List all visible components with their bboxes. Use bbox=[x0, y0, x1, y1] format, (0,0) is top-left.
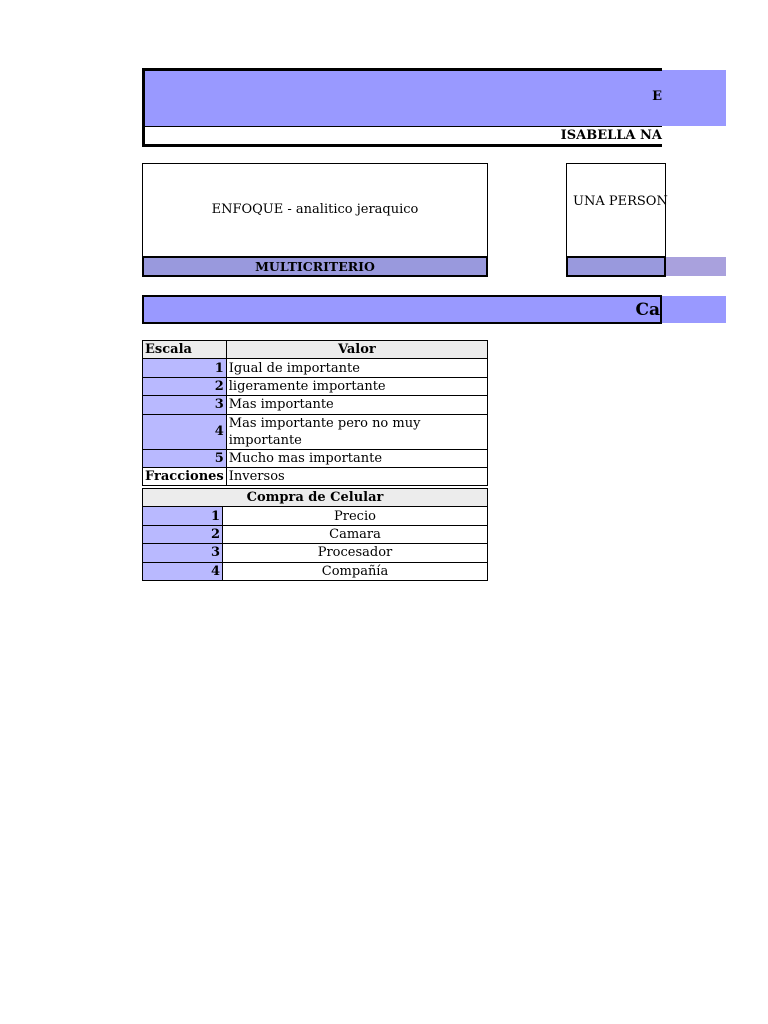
criteria-name: Compañía bbox=[223, 562, 488, 580]
value-cell: Inversos bbox=[226, 467, 487, 485]
criteria-header: Compra de Celular bbox=[143, 489, 488, 507]
criteria-table bbox=[142, 488, 488, 581]
criteria-name: Procesador bbox=[223, 544, 488, 562]
approach-text: ENFOQUE - analitico jeraquico bbox=[211, 202, 419, 217]
section-title: Ca bbox=[635, 300, 660, 320]
description-text: UNA PERSON bbox=[573, 194, 668, 209]
criteria-number: 2 bbox=[143, 525, 223, 543]
table-row bbox=[143, 507, 488, 525]
approach-box bbox=[142, 163, 488, 258]
criteria-number: 4 bbox=[143, 562, 223, 580]
table-row bbox=[143, 525, 488, 543]
table-row bbox=[143, 414, 488, 449]
title-banner bbox=[142, 68, 662, 126]
value-cell: Mucho mas importante bbox=[226, 449, 487, 467]
value-cell: Mas importante bbox=[226, 396, 487, 414]
table-row bbox=[143, 377, 488, 395]
scale-cell: 1 bbox=[143, 359, 227, 377]
section-banner bbox=[142, 295, 662, 324]
title-text: E bbox=[652, 89, 662, 104]
author-row bbox=[142, 126, 662, 147]
value-cell: Igual de importante bbox=[226, 359, 487, 377]
table-header-row bbox=[143, 341, 488, 359]
scale-cell: 5 bbox=[143, 449, 227, 467]
criteria-name: Precio bbox=[223, 507, 488, 525]
author-name: ISABELLA NA bbox=[560, 128, 662, 143]
column-header-scale: Escala bbox=[143, 341, 227, 359]
table-row bbox=[143, 467, 488, 485]
description-box bbox=[566, 163, 666, 258]
scale-cell: Fracciones bbox=[143, 467, 227, 485]
scale-cell: 3 bbox=[143, 396, 227, 414]
table-header-row bbox=[143, 489, 488, 507]
scale-cell: 2 bbox=[143, 377, 227, 395]
value-cell: Mas importante pero no muy importante bbox=[226, 414, 487, 449]
value-cell: ligeramente importante bbox=[226, 377, 487, 395]
column-header-value: Valor bbox=[226, 341, 487, 359]
description-footer bbox=[566, 256, 666, 277]
approach-footer: MULTICRITERIO bbox=[142, 256, 488, 277]
table-row bbox=[143, 359, 488, 377]
table-row bbox=[143, 544, 488, 562]
scale-table bbox=[142, 340, 488, 486]
criteria-number: 1 bbox=[143, 507, 223, 525]
scale-cell: 4 bbox=[143, 414, 227, 449]
table-row bbox=[143, 562, 488, 580]
table-row bbox=[143, 396, 488, 414]
criteria-name: Camara bbox=[223, 525, 488, 543]
table-row bbox=[143, 449, 488, 467]
criteria-number: 3 bbox=[143, 544, 223, 562]
